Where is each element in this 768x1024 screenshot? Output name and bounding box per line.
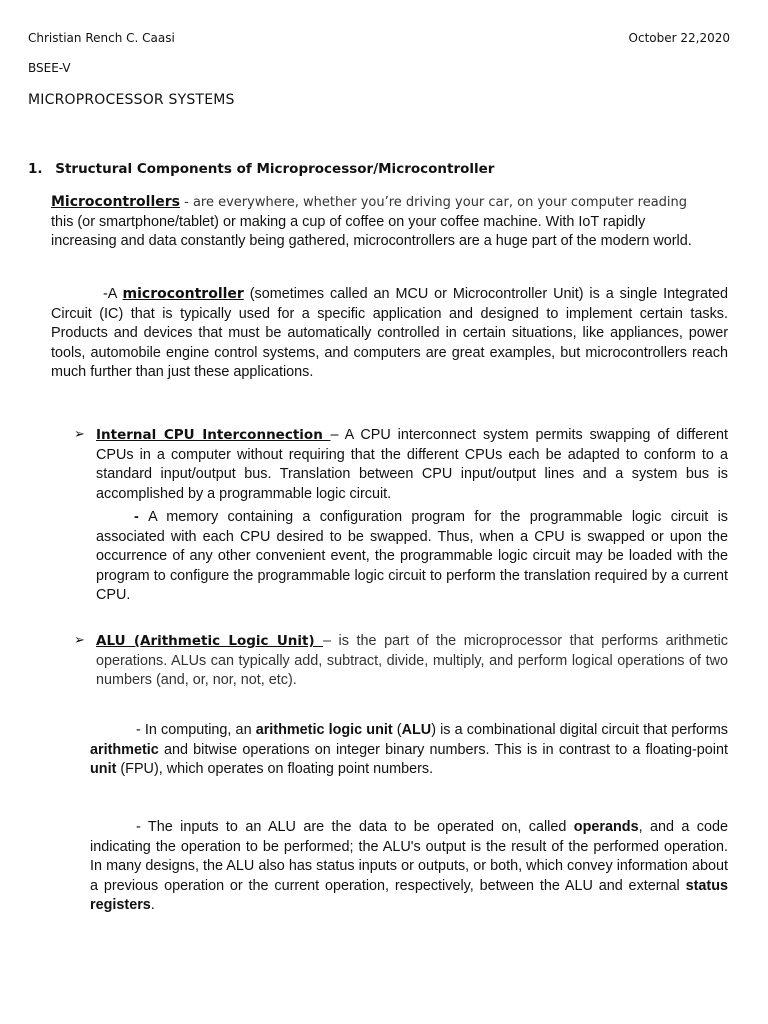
alu-computing-text-c: ( [392, 722, 402, 738]
alu-computing-text-g: and bitwise operations on integer binary numbers. This is in contrast to a floating-point [158, 741, 728, 758]
author-name: Christian Rench C. Caasi [28, 31, 175, 45]
intro-text-lead: - are everywhere, whether you’re driving your car, on your computer reading [179, 195, 688, 210]
alu-inputs-text-c: , and a code indicating the operation to be performed; the ALU's output is the result of the performed operation. In many designs, the ALU also has status inputs or outputs, or both, which convey information about a previous operation or the current operation, respectively, between the ALU and external [90, 819, 728, 894]
cpu-interconnection-term: Internal CPU Interconnection [96, 427, 331, 443]
definition-text: (sometimes called an MCU or Microcontroller Unit) is a single Integrated Circuit (IC) that is typically used for a specific application and designed to implement certain tasks. Products and devices that must be automatically controlled in certain situations, like appliances, power tools, automobile engine control systems, and computers are great examples, but microcontrollers reach much further than just these applications. [51, 286, 728, 381]
course-code: BSEE-V [28, 61, 71, 75]
cpu-interconnection-text: – A CPU interconnect system permits swapping of different CPUs in a computer without requiring that the different CPUs each be adapted to conform to a standard input/output bus. Translation between CPU input/output lines and a system bus is accomplished by a programmable logic circuit. [96, 427, 729, 502]
unit-bold: unit [90, 761, 117, 778]
cpu-memory-text: A memory containing a configuration program for the programmable logic circuit is associated with each CPU desired to be swapped. Thus, when a CPU is swapped or upon the occurrence of any other convenient event, the programmable logic circuit may be loaded with the program to configure the programmable logic circuit to perform the translation required by a current CPU. [96, 509, 729, 604]
dash-marker: - [134, 509, 149, 525]
microcontroller-definition [51, 285, 728, 383]
arithmetic-bold: arithmetic [90, 741, 159, 758]
alu-term: ALU (Arithmetic Logic Unit) [96, 633, 323, 649]
alu-computing-text-e: ) is a combinational digital circuit that performs [431, 722, 728, 738]
cpu-interconnection-paragraph [96, 426, 728, 504]
section-title: Structural Components of Microprocessor/Microcontroller [55, 161, 495, 177]
alu-computing-text-i: (FPU), which operates on floating point numbers. [116, 761, 434, 778]
status-registers-bold: status registers [90, 877, 728, 914]
section-heading [28, 161, 494, 177]
intro-text-rest: this (or smartphone/tablet) or making a cup of coffee on your coffee machine. With IoT rapidly increasing and data constantly being gathered, microcontrollers are a huge part of the modern world. [51, 213, 692, 250]
alu-inputs-text-e: . [150, 897, 155, 914]
microcontrollers-intro [51, 193, 713, 252]
subject-title: MICROPROCESSOR SYSTEMS [28, 92, 235, 108]
arrow-bullet-icon: ➢ [74, 427, 85, 442]
operands-bold: operands [573, 819, 639, 835]
alu-computing-text-a: - In computing, an [136, 722, 256, 738]
alu-bold-term: arithmetic logic unit [255, 722, 393, 738]
alu-paragraph [96, 632, 728, 691]
alu-inputs-paragraph [90, 818, 728, 916]
alu-inputs-text-a: - The inputs to an ALU are the data to be operated on, called [136, 819, 574, 835]
cpu-memory-paragraph [96, 508, 728, 606]
definition-prefix: -A [103, 286, 123, 302]
microcontrollers-term: Microcontrollers [51, 194, 180, 210]
alu-text: – is the part of the microprocessor that performs arithmetic operations. ALUs can typically add, subtract, divide, multiply, and perform logical operations of two numbers (and, or, nor, not, etc). [96, 633, 728, 689]
document-date: October 22,2020 [628, 31, 730, 45]
alu-bold-abbr: ALU [401, 722, 432, 738]
microcontroller-term: microcontroller [122, 286, 244, 302]
section-number: 1. [28, 161, 43, 177]
arrow-bullet-icon: ➢ [74, 633, 85, 648]
alu-computing-paragraph [90, 721, 728, 780]
